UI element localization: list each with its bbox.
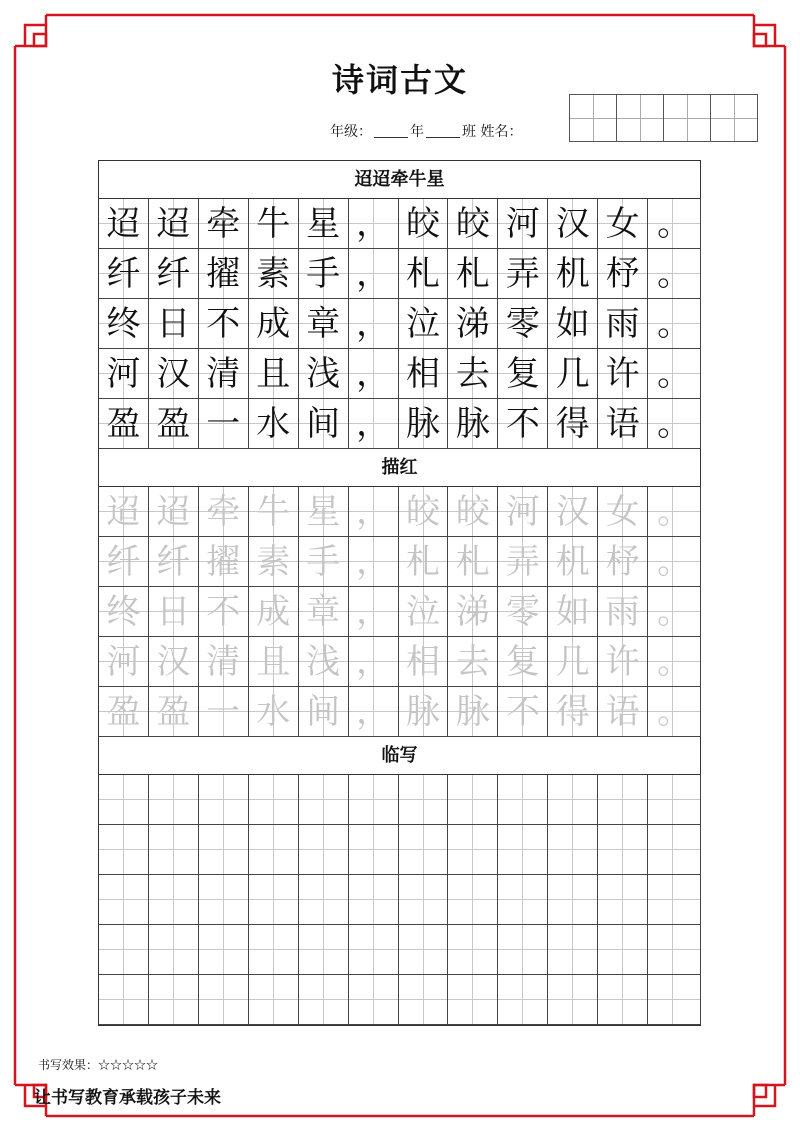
poem-char-cell: 星: [299, 199, 349, 249]
poem-char-cell: ，: [349, 349, 399, 399]
poem-char-cell: 雨: [598, 299, 648, 349]
trace-char-cell: 泣: [399, 587, 449, 637]
trace-char-cell: 汉: [149, 637, 199, 687]
grid-row[interactable]: [99, 975, 701, 1025]
trace-char-cell: 复: [498, 637, 548, 687]
trace-char-cell: ，: [349, 687, 399, 737]
trace-char-cell: 迢: [149, 487, 199, 537]
grade-blank[interactable]: [374, 125, 408, 138]
trace-char-cell: 脉: [399, 687, 449, 737]
grid-row: [99, 399, 701, 449]
trace-char-cell: 女: [598, 487, 648, 537]
trace-char-cell: 素: [249, 537, 299, 587]
poem-char-cell: 河: [498, 199, 548, 249]
writing-cell[interactable]: [349, 875, 399, 925]
poem-section-title: 迢迢牵牛星: [99, 161, 701, 199]
trace-char-cell: 终: [99, 587, 149, 637]
poem-char-cell: 弄: [498, 249, 548, 299]
trace-char-cell: 弄: [498, 537, 548, 587]
writing-cell[interactable]: [498, 825, 548, 875]
poem-char-cell: 皎: [448, 199, 498, 249]
trace-char-cell: 。: [648, 637, 701, 687]
grade-label: 年级：: [330, 124, 372, 140]
poem-char-cell: 几: [548, 349, 598, 399]
trace-char-cell: 且: [249, 637, 299, 687]
poem-char-cell: 日: [149, 299, 199, 349]
trace-char-cell: 间: [299, 687, 349, 737]
poem-char-cell: 且: [249, 349, 299, 399]
writing-cell[interactable]: [149, 825, 199, 875]
trace-char-cell: 皎: [399, 487, 449, 537]
trace-char-cell: 不: [498, 687, 548, 737]
trace-char-cell: ，: [349, 487, 399, 537]
poem-char-cell: 手: [299, 249, 349, 299]
poem-char-cell: 盈: [99, 399, 149, 449]
poem-char-cell: 盈: [149, 399, 199, 449]
poem-char-cell: 。: [648, 299, 701, 349]
trace-char-cell: 相: [399, 637, 449, 687]
writing-cell[interactable]: [349, 925, 399, 975]
grid-row[interactable]: [99, 925, 701, 975]
trace-char-cell: 杼: [598, 537, 648, 587]
poem-char-cell: 迢: [149, 199, 199, 249]
poem-char-cell: 成: [249, 299, 299, 349]
trace-char-cell: 盈: [99, 687, 149, 737]
poem-char-cell: 。: [648, 199, 701, 249]
poem-char-cell: 。: [648, 249, 701, 299]
writing-cell[interactable]: [548, 925, 598, 975]
poem-char-cell: 脉: [399, 399, 449, 449]
poem-char-cell: 素: [249, 249, 299, 299]
writing-cell[interactable]: [299, 925, 349, 975]
trace-char-cell: 迢: [99, 487, 149, 537]
trace-char-cell: 纤: [99, 537, 149, 587]
trace-char-cell: 语: [598, 687, 648, 737]
writing-cell[interactable]: [349, 975, 399, 1025]
trace-char-cell: 河: [99, 637, 149, 687]
trace-char-cell: 。: [648, 537, 701, 587]
writing-cell[interactable]: [448, 925, 498, 975]
writing-cell[interactable]: [199, 975, 249, 1025]
trace-char-cell: 得: [548, 687, 598, 737]
trace-char-cell: 几: [548, 637, 598, 687]
poem-char-cell: 。: [648, 349, 701, 399]
grid-row[interactable]: [99, 875, 701, 925]
trace-char-cell: 。: [648, 587, 701, 637]
writing-cell[interactable]: [548, 825, 598, 875]
poem-char-cell: 迢: [99, 199, 149, 249]
trace-char-cell: 涕: [448, 587, 498, 637]
rating-label: 书写效果：☆☆☆☆☆: [38, 1058, 159, 1072]
trace-char-cell: 一: [199, 687, 249, 737]
poem-grid: [99, 199, 701, 449]
poem-char-cell: 涕: [448, 299, 498, 349]
writing-cell[interactable]: [349, 775, 399, 825]
trace-char-cell: 牵: [199, 487, 249, 537]
trace-char-cell: 汉: [548, 487, 598, 537]
poem-char-cell: 杼: [598, 249, 648, 299]
poem-char-cell: 不: [199, 299, 249, 349]
trace-char-cell: 成: [249, 587, 299, 637]
writing-cell[interactable]: [598, 925, 648, 975]
name-box[interactable]: [664, 95, 711, 141]
writing-cell[interactable]: [99, 875, 149, 925]
year-label: 年: [410, 124, 424, 140]
trace-char-cell: ，: [349, 537, 399, 587]
writing-cell[interactable]: [149, 875, 199, 925]
writing-cell[interactable]: [399, 875, 449, 925]
poem-char-cell: 纤: [149, 249, 199, 299]
trace-section-title: 描红: [99, 449, 701, 487]
poem-char-cell: 纤: [99, 249, 149, 299]
trace-char-cell: ，: [349, 587, 399, 637]
poem-char-cell: 一: [199, 399, 249, 449]
poem-char-cell: 复: [498, 349, 548, 399]
grid-row: [99, 349, 701, 399]
poem-char-cell: 浅: [299, 349, 349, 399]
writing-cell[interactable]: [498, 775, 548, 825]
poem-char-cell: 札: [399, 249, 449, 299]
trace-char-cell: 去: [448, 637, 498, 687]
writing-cell[interactable]: [548, 975, 598, 1025]
trace-char-cell: 盈: [149, 687, 199, 737]
writing-cell[interactable]: [249, 925, 299, 975]
grid-row: [99, 487, 701, 537]
trace-char-cell: ，: [349, 637, 399, 687]
class-label: 班: [462, 124, 476, 140]
slogan: 让书写教育承载孩子未来: [34, 1088, 221, 1108]
writing-cell[interactable]: [99, 975, 149, 1025]
grid-row: [99, 687, 701, 737]
writing-cell[interactable]: [498, 875, 548, 925]
practice-sheet: [98, 160, 701, 1026]
poem-char-cell: 如: [548, 299, 598, 349]
poem-char-cell: ，: [349, 249, 399, 299]
writing-cell[interactable]: [648, 875, 701, 925]
grid-row[interactable]: [99, 825, 701, 875]
poem-char-cell: 汉: [548, 199, 598, 249]
poem-char-cell: 脉: [448, 399, 498, 449]
trace-char-cell: 水: [249, 687, 299, 737]
poem-char-cell: 去: [448, 349, 498, 399]
trace-char-cell: 雨: [598, 587, 648, 637]
poem-char-cell: 札: [448, 249, 498, 299]
writing-cell[interactable]: [199, 825, 249, 875]
trace-char-cell: 许: [598, 637, 648, 687]
poem-char-cell: 牛: [249, 199, 299, 249]
poem-char-cell: 章: [299, 299, 349, 349]
name-label: 姓名：: [480, 124, 523, 140]
trace-grid: [99, 487, 701, 737]
writing-cell[interactable]: [448, 875, 498, 925]
writing-cell[interactable]: [648, 925, 701, 975]
poem-char-cell: 女: [598, 199, 648, 249]
trace-char-cell: 皎: [448, 487, 498, 537]
writing-cell[interactable]: [448, 775, 498, 825]
writing-cell[interactable]: [199, 925, 249, 975]
trace-char-cell: 浅: [299, 637, 349, 687]
trace-char-cell: 札: [448, 537, 498, 587]
writing-cell[interactable]: [498, 975, 548, 1025]
writing-cell[interactable]: [249, 875, 299, 925]
poem-char-cell: ，: [349, 399, 399, 449]
name-boxes[interactable]: [569, 94, 758, 142]
poem-char-cell: 得: [548, 399, 598, 449]
grid-row: [99, 249, 701, 299]
poem-char-cell: 间: [299, 399, 349, 449]
poem-char-cell: 清: [199, 349, 249, 399]
practice-section-title: 临写: [99, 737, 701, 775]
writing-cell[interactable]: [399, 825, 449, 875]
trace-char-cell: 如: [548, 587, 598, 637]
writing-cell[interactable]: [498, 925, 548, 975]
grid-row: [99, 587, 701, 637]
writing-cell[interactable]: [548, 775, 598, 825]
trace-char-cell: 日: [149, 587, 199, 637]
trace-char-cell: 纤: [149, 537, 199, 587]
name-box[interactable]: [617, 95, 664, 141]
writing-cell[interactable]: [598, 775, 648, 825]
trace-char-cell: 机: [548, 537, 598, 587]
trace-char-cell: 零: [498, 587, 548, 637]
grid-row: [99, 637, 701, 687]
writing-cell[interactable]: [149, 775, 199, 825]
poem-char-cell: 皎: [399, 199, 449, 249]
trace-char-cell: 擢: [199, 537, 249, 587]
writing-cell[interactable]: [199, 875, 249, 925]
poem-char-cell: 不: [498, 399, 548, 449]
poem-char-cell: ，: [349, 199, 399, 249]
poem-char-cell: 牵: [199, 199, 249, 249]
trace-char-cell: 章: [299, 587, 349, 637]
writing-cell[interactable]: [598, 975, 648, 1025]
writing-cell[interactable]: [598, 825, 648, 875]
trace-char-cell: 脉: [448, 687, 498, 737]
grid-row: [99, 299, 701, 349]
writing-cell[interactable]: [648, 975, 701, 1025]
writing-cell[interactable]: [249, 825, 299, 875]
writing-cell[interactable]: [149, 925, 199, 975]
poem-char-cell: ，: [349, 299, 399, 349]
writing-cell[interactable]: [648, 825, 701, 875]
writing-cell[interactable]: [598, 875, 648, 925]
trace-char-cell: 。: [648, 487, 701, 537]
trace-char-cell: 清: [199, 637, 249, 687]
practice-grid[interactable]: [99, 775, 701, 1025]
trace-char-cell: 星: [299, 487, 349, 537]
poem-char-cell: 擢: [199, 249, 249, 299]
grid-row[interactable]: [99, 775, 701, 825]
trace-char-cell: 不: [199, 587, 249, 637]
writing-cell[interactable]: [149, 975, 199, 1025]
grid-row: [99, 199, 701, 249]
grid-row: [99, 537, 701, 587]
writing-cell[interactable]: [299, 775, 349, 825]
poem-char-cell: 水: [249, 399, 299, 449]
writing-cell[interactable]: [99, 925, 149, 975]
trace-char-cell: 手: [299, 537, 349, 587]
writing-cell[interactable]: [299, 825, 349, 875]
poem-char-cell: 汉: [149, 349, 199, 399]
poem-char-cell: 许: [598, 349, 648, 399]
writing-cell[interactable]: [99, 825, 149, 875]
trace-char-cell: 。: [648, 687, 701, 737]
writing-cell[interactable]: [399, 975, 449, 1025]
poem-char-cell: 相: [399, 349, 449, 399]
writing-cell[interactable]: [299, 975, 349, 1025]
writing-cell[interactable]: [448, 825, 498, 875]
writing-cell[interactable]: [399, 925, 449, 975]
writing-cell[interactable]: [399, 775, 449, 825]
class-blank[interactable]: [426, 125, 460, 138]
trace-char-cell: 牛: [249, 487, 299, 537]
poem-char-cell: 终: [99, 299, 149, 349]
page-title: 诗词古文: [331, 61, 468, 99]
writing-cell[interactable]: [648, 775, 701, 825]
poem-char-cell: 语: [598, 399, 648, 449]
writing-cell[interactable]: [199, 775, 249, 825]
writing-cell[interactable]: [249, 975, 299, 1025]
student-info-line: [330, 121, 522, 141]
trace-char-cell: 河: [498, 487, 548, 537]
name-box[interactable]: [711, 95, 757, 141]
poem-char-cell: 泣: [399, 299, 449, 349]
poem-char-cell: 。: [648, 399, 701, 449]
writing-cell[interactable]: [99, 775, 149, 825]
poem-char-cell: 机: [548, 249, 598, 299]
writing-cell[interactable]: [349, 825, 399, 875]
writing-cell[interactable]: [299, 875, 349, 925]
poem-char-cell: 零: [498, 299, 548, 349]
poem-char-cell: 河: [99, 349, 149, 399]
writing-cell[interactable]: [448, 975, 498, 1025]
writing-cell[interactable]: [548, 875, 598, 925]
name-box[interactable]: [570, 95, 617, 141]
writing-cell[interactable]: [249, 775, 299, 825]
trace-char-cell: 札: [399, 537, 449, 587]
